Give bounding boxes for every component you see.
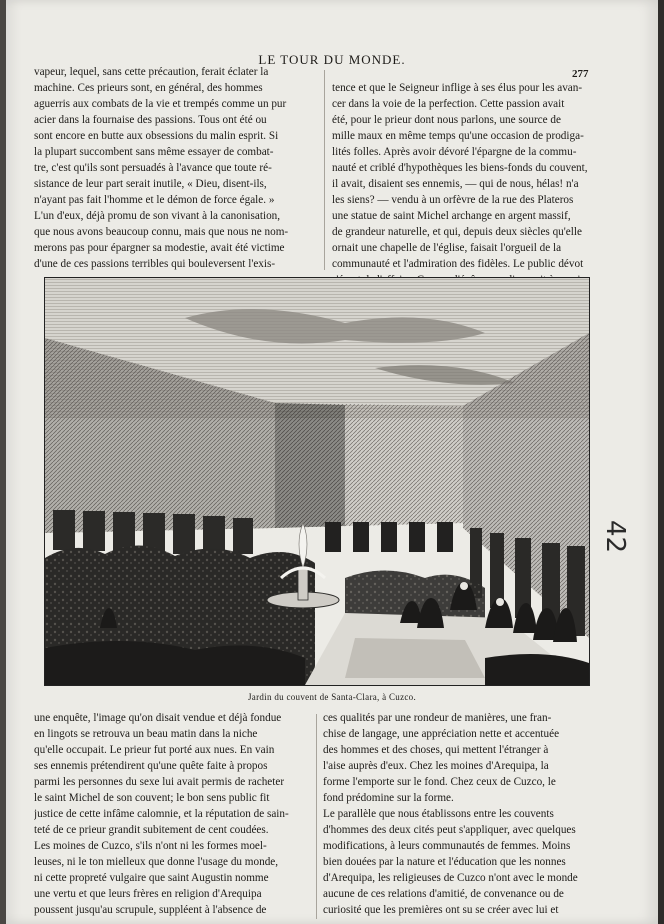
text-line: acier dans la fournaise des passions. Tous ont été ou xyxy=(34,114,267,126)
text-line: aguerris aux combats de la vie et trempés comme un pur xyxy=(34,98,287,110)
text-line: d'hommes des deux cités peut s'appliquer, avec quelques xyxy=(323,824,576,836)
text-line: chise de langage, une appréciation nette et accentuée xyxy=(323,728,560,740)
text-line: vapeur, lequel, sans cette précaution, ferait éclater la xyxy=(34,66,269,78)
running-head: LE TOUR DU MONDE. xyxy=(258,52,406,67)
text-line: une statue de saint Michel archange en argent massif, xyxy=(332,210,571,222)
page-edge-right xyxy=(658,0,664,924)
page-number: 277 xyxy=(572,68,589,80)
text-line: parmi les personnes du sexe lui avait permis de racheter xyxy=(34,776,285,788)
text-line: ses ennemis prétendirent qu'une quête faite à propos xyxy=(34,760,268,772)
text-line: sont encore en butte aux obsessions du malin esprit. Si xyxy=(34,130,279,142)
text-line: tre, c'est qu'ils sont persuadés à l'avance que toute ré- xyxy=(34,162,272,174)
text-line: sistance de leur part serait inutile, « Dieu, disent-ils, xyxy=(34,178,267,190)
text-line: les siens? — vendu à un orfèvre de la rue des Plateros xyxy=(332,194,574,206)
text-column-bottom-right xyxy=(323,710,599,918)
text-line: communauté et l'admiration des fidèles. Le public dévot xyxy=(332,258,584,270)
text-line: la plupart succombent sans même essayer de combat- xyxy=(34,146,274,158)
text-line: forme l'emporte sur le fond. Chez ceux de Cuzco, le xyxy=(323,776,556,788)
text-line: bien douées par la nature et l'éducation que les nonnes xyxy=(323,856,566,868)
text-line: L'un d'eux, déjà promu de son vivant à la canonisation, xyxy=(34,210,281,222)
text-line: n'ayant pas fait l'homme et le démon de force égale. » xyxy=(34,194,275,206)
text-line: Les moines de Cuzco, s'ils n'ont ni les formes moel- xyxy=(34,840,267,852)
text-line: en lingots se retrouva un beau matin dans la niche xyxy=(34,728,258,740)
text-line: aucune de ces relations d'amitié, de convenance ou de xyxy=(323,888,564,900)
text-line: justice de cette infâme calomnie, et la réputation de sain- xyxy=(34,808,289,820)
cloister-garden-engraving xyxy=(45,278,589,685)
text-line: il avait, disaient ses ennemis, — qui de nous, hélas! n'a xyxy=(332,178,579,190)
text-line: lités folles. Après avoir dévoré l'épargne de la commu- xyxy=(332,146,577,158)
text-line: poussent jusqu'au scrupule, suppléent à l'absence de xyxy=(34,904,267,916)
text-line: machine. Ces prieurs sont, en général, des hommes xyxy=(34,82,263,94)
text-line: ces qualités par une rondeur de manières, une fran- xyxy=(323,712,552,724)
text-line: ni cette propreté vulgaire que saint Augustin nomme xyxy=(34,872,269,884)
text-line: de grandeur naturelle, et qui, depuis deux siècles qu'elle xyxy=(332,226,582,238)
text-line: curiosité que les premières ont su se créer avec lui et xyxy=(323,904,559,916)
text-line: été, pour le prieur dont nous parlons, une source de xyxy=(332,114,561,126)
column-divider-bottom xyxy=(316,714,317,919)
text-line: mille maux en même temps qu'une occasion de prodiga- xyxy=(332,130,584,142)
text-line: une enquête, l'image qu'on disait vendue et déjà fondue xyxy=(34,712,282,724)
text-line: modifications, à leurs communautés de femmes. Moins xyxy=(323,840,571,852)
text-line: d'Arequipa, les religieuses de Cuzco n'ont avec le monde xyxy=(323,872,578,884)
text-line: le saint Michel de son couvent; le bon sens public fit xyxy=(34,792,270,804)
text-column-top-left xyxy=(34,64,317,272)
column-divider-top xyxy=(324,70,325,270)
engraving-illustration xyxy=(44,277,590,686)
text-line: leuses, ni le ton mielleux que donne l'usage du monde, xyxy=(34,856,279,868)
text-line: merons pas pour épargner sa modestie, avait été victime xyxy=(34,242,285,254)
text-line: Le parallèle que nous établissons entre les couvents xyxy=(323,808,554,820)
text-line: d'une de ces passions terribles qui bouleversent l'exis- xyxy=(34,258,276,270)
text-column-bottom-left xyxy=(34,710,312,918)
text-line: nauté et criblé d'hypothèques les biens-fonds du couvent, xyxy=(332,162,588,174)
text-column-top-right xyxy=(332,80,602,288)
text-line: tence et que le Seigneur inflige à ses élus pour les avan- xyxy=(332,82,583,94)
text-line: fond prédomine sur la forme. xyxy=(323,792,454,804)
page-edge-left xyxy=(0,0,6,924)
text-line: que nous avons beaucoup connu, mais que nous ne nom- xyxy=(34,226,289,238)
text-line: ornait une chapelle de l'église, faisait l'orgueil de la xyxy=(332,242,562,254)
figure-caption: Jardin du couvent de Santa-Clara, à Cuzco. xyxy=(247,692,417,702)
text-line: cer dans la voie de la perfection. Cette passion avait xyxy=(332,98,565,110)
text-line: l'aise auprès d'eux. Chez les moines d'Arequipa, la xyxy=(323,760,549,772)
text-line: teté de ce prieur grandit subitement de cent coudées. xyxy=(34,824,269,836)
handwritten-annotation: 42 xyxy=(600,520,630,554)
text-line: des hommes et des choses, qui mettent l'étranger à xyxy=(323,744,549,756)
text-line: une vertu et que leurs frères en religion d'Arequipa xyxy=(34,888,262,900)
text-line: qu'elle occupait. Le prieur fut porté aux nues. En vain xyxy=(34,744,275,756)
